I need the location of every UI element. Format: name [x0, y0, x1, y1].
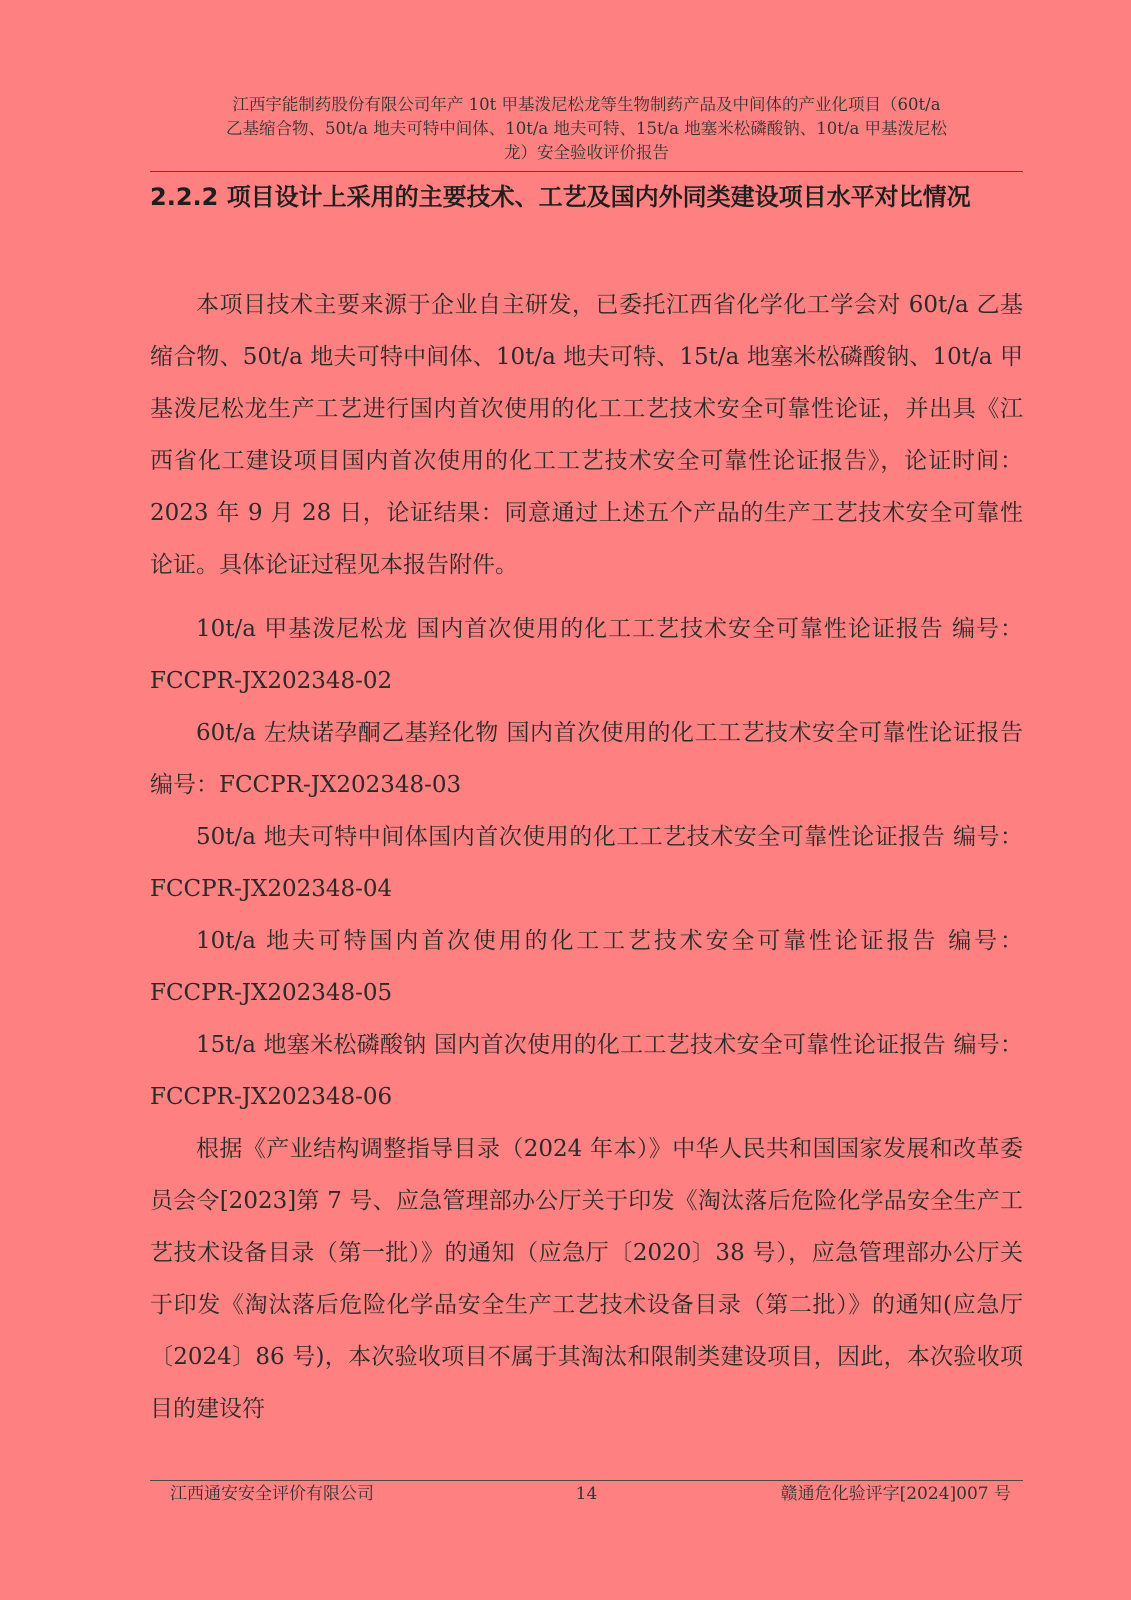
body-content [150, 279, 1023, 1435]
report-item-2: 60t/a 左炔诺孕酮乙基羟化物 国内首次使用的化工工艺技术安全可靠性论证报告 编号：FCCPR-JX202348-03 [150, 720, 1023, 798]
page-number: 14 [575, 1484, 598, 1504]
header-line-1: 江西宇能制药股份有限公司年产 10t 甲基泼尼松龙等生物制药产品及中间体的产业化项目（60t/a [232, 95, 941, 114]
footer-divider [150, 1480, 1023, 1481]
page-footer [150, 1482, 1023, 1506]
report-item-5: 15t/a 地塞米松磷酸钠 国内首次使用的化工工艺技术安全可靠性论证报告 编号：FCCPR-JX202348-06 [150, 1032, 1023, 1110]
header-line-2: 乙基缩合物、50t/a 地夫可特中间体、10t/a 地夫可特、15t/a 地塞米松磷酸钠、10t/a 甲基泼尼松 [225, 119, 948, 138]
report-item-1: 10t/a 甲基泼尼松龙 国内首次使用的化工工艺技术安全可靠性论证报告 编号：FCCPR-JX202348-02 [150, 616, 1023, 694]
intro-paragraph: 本项目技术主要来源于企业自主研发，已委托江西省化学化工学会对 60t/a 乙基缩合物、50t/a 地夫可特中间体、10t/a 地夫可特、15t/a 地塞米松磷酸钠、10t/a 甲基泼尼松龙生产工艺进行国内首次使用的化工工艺技术安全可靠性论证，并出具《江西省化工建设项目国内首次使用的化工工艺技术安全可靠性论证报告》，论证时间：2023 年 9 月 28 日，论证结果：同意通过上述五个产品的生产工艺技术安全可靠性论证。具体论证过程见本报告附件。 [150, 292, 1023, 578]
footer-company: 江西通安安全评价有限公司 [170, 1484, 374, 1504]
header-line-3: 龙）安全验收评价报告 [504, 143, 669, 162]
page-header [150, 93, 1023, 165]
report-item-4: 10t/a 地夫可特国内首次使用的化工工艺技术安全可靠性论证报告 编号：FCCPR-JX202348-05 [150, 928, 1023, 1006]
section-title: 2.2.2 项目设计上采用的主要技术、工艺及国内外同类建设项目水平对比情况 [150, 183, 971, 211]
compliance-paragraph: 根据《产业结构调整指导目录（2024 年本）》中华人民共和国国家发展和改革委员会令[2023]第 7 号、应急管理部办公厅关于印发《淘汰落后危险化学品安全生产工艺技术设备目录（第一批）》的通知（应急厅〔2020〕38 号），应急管理部办公厅关于印发《淘汰落后危险化学品安全生产工艺技术设备目录（第二批）》的通知(应急厅〔2024〕86 号)，本次验收项目不属于其淘汰和限制类建设项目，因此，本次验收项目的建设符 [150, 1136, 1023, 1422]
footer-doc-number: 赣通危化验评字[2024]007 号 [780, 1484, 1011, 1504]
report-item-3: 50t/a 地夫可特中间体国内首次使用的化工工艺技术安全可靠性论证报告 编号：FCCPR-JX202348-04 [150, 824, 1023, 902]
